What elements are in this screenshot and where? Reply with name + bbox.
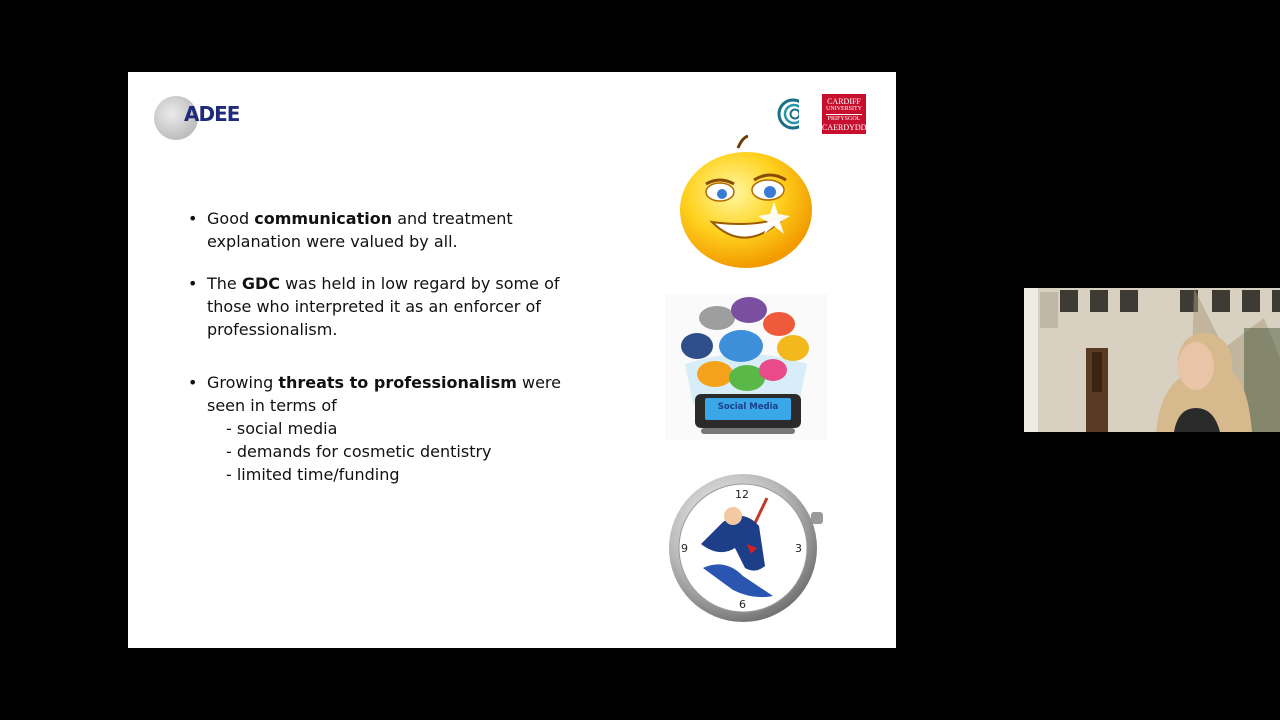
sub-bullet-item: - social media <box>226 419 338 438</box>
grinning-emoji-icon <box>676 130 816 270</box>
bullet-list <box>188 207 568 486</box>
clock-number-6: 6 <box>739 598 746 611</box>
cardiff-university-logo: CARDIFF UNIVERSITY PRIFYSGOL CAERDYDD <box>822 94 866 134</box>
bullet-item: • Growing threats to professionalism were seen in terms of - social media - demands for cosmetic dentistry - limited time/funding <box>188 371 568 486</box>
stopwatch-icon <box>663 472 829 624</box>
sub-bullet-item: - limited time/funding <box>226 465 400 484</box>
clock-number-3: 3 <box>795 542 802 555</box>
social-media-label: Social Media <box>717 402 779 412</box>
social-media-illustration <box>665 294 827 440</box>
presenter-webcam-video[interactable] <box>1024 288 1280 432</box>
adee-logo-text: ADEE <box>184 102 240 126</box>
bullet-item: • Good communication and treatment explanation were valued by all. <box>188 207 568 253</box>
cardiff-swirl-icon <box>777 96 809 132</box>
clock-number-9: 9 <box>681 542 688 555</box>
sub-bullet-list <box>207 417 568 486</box>
adee-logo <box>154 94 244 142</box>
sub-bullet-item: - demands for cosmetic dentistry <box>226 442 492 461</box>
presentation-slide <box>128 72 896 648</box>
clock-number-12: 12 <box>735 488 749 501</box>
bullet-item: • The GDC was held in low regard by some of those who interpreted it as an enforcer of professionalism. <box>188 272 568 341</box>
